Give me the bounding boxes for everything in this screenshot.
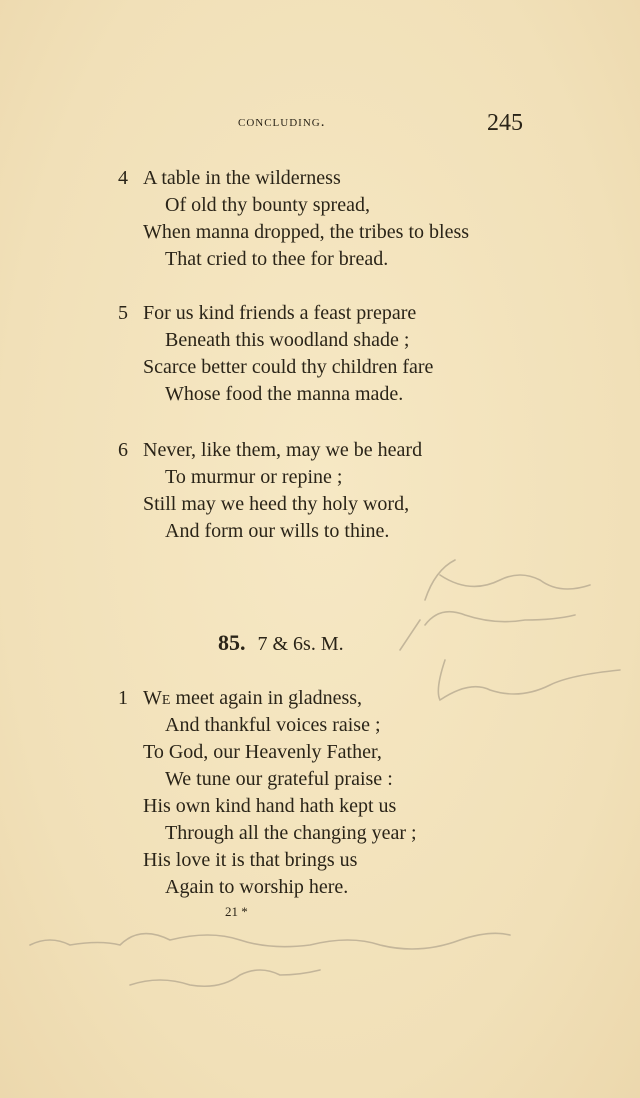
verse-line: Whose food the manna made. xyxy=(165,383,404,405)
verse-line: His own kind hand hath kept us xyxy=(143,795,397,817)
verse-line: meet again in gladness, xyxy=(170,687,363,709)
verse-line: When manna dropped, the tribes to bless xyxy=(143,221,470,243)
hymn-heading xyxy=(218,630,344,656)
stanza-number: 6 xyxy=(118,439,128,461)
verse-line: We tune our grateful praise : xyxy=(165,768,393,790)
verse-line: Beneath this woodland shade ; xyxy=(165,329,410,351)
verse-line: Never, like them, may we be heard xyxy=(143,439,423,461)
page-number: 245 xyxy=(487,110,523,136)
verse-line: Through all the changing year ; xyxy=(165,822,417,844)
hymn-meter: 7 & 6s. M. xyxy=(257,633,344,655)
verse-line: That cried to thee for bread. xyxy=(165,248,389,270)
verse-line: And form our wills to thine. xyxy=(165,520,390,542)
verse-line: Of old thy bounty spread, xyxy=(165,194,370,216)
stanza-number: 5 xyxy=(118,302,128,324)
verse-line: Scarce better could thy children fare xyxy=(143,356,434,378)
verse-line: And thankful voices raise ; xyxy=(165,714,381,736)
verse-line: Still may we heed thy holy word, xyxy=(143,493,410,515)
verse-line: To murmur or repine ; xyxy=(165,466,343,488)
drop-word: We xyxy=(143,687,171,709)
hymn-number: 85. xyxy=(218,630,246,655)
signature-mark: 21 * xyxy=(225,904,248,919)
verse-line: His love it is that brings us xyxy=(143,849,358,871)
verse-line: A table in the wilderness xyxy=(143,167,341,189)
verse-line: To God, our Heavenly Father, xyxy=(143,741,382,763)
verse-line: For us kind friends a feast prepare xyxy=(143,302,417,324)
stanza-number: 1 xyxy=(118,687,128,709)
running-title: concluding. xyxy=(238,114,326,130)
stanza-number: 4 xyxy=(118,167,128,189)
verse-line: Again to worship here. xyxy=(165,876,349,898)
